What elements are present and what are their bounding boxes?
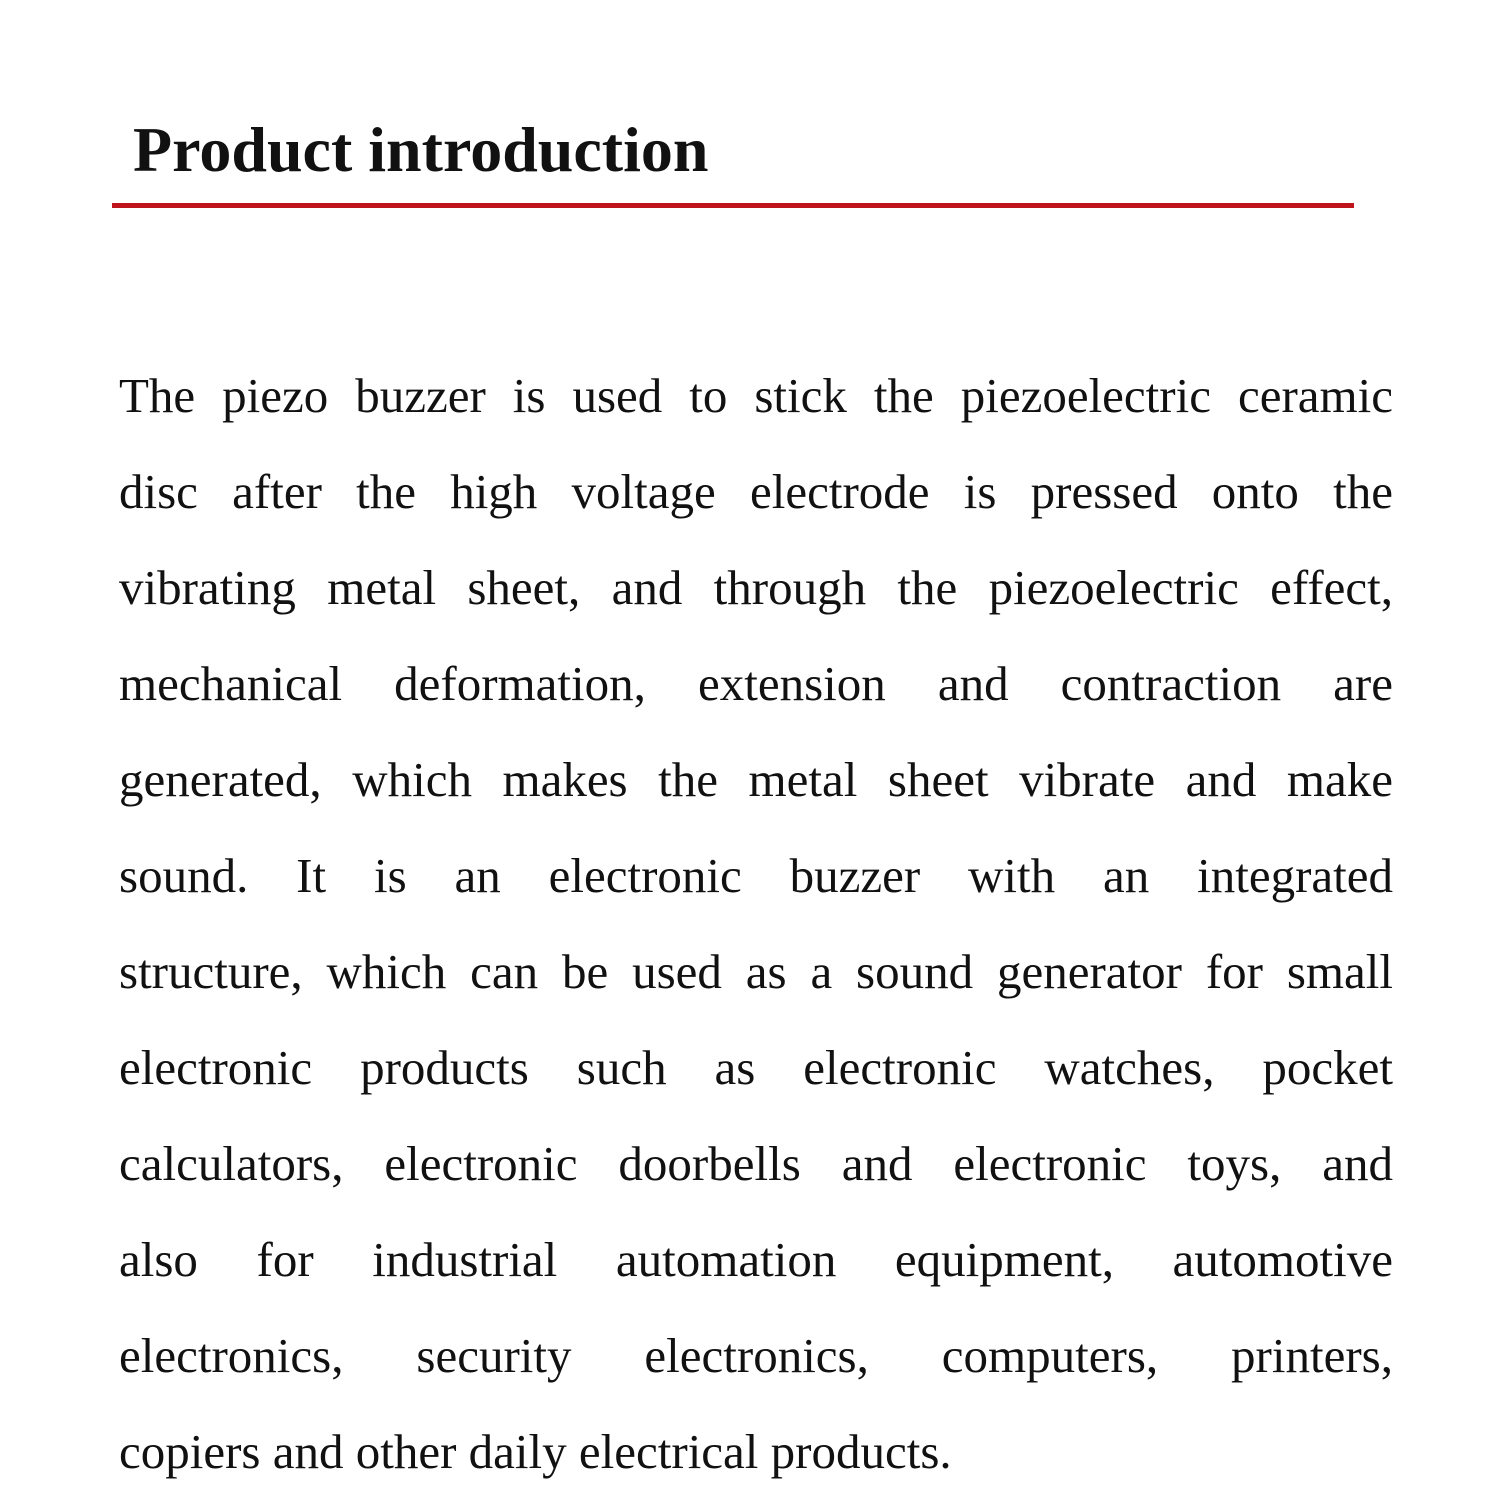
paragraph-line: vibrating metal sheet, and through the piezoelectric effect,	[119, 560, 1393, 615]
section-heading: Product introduction	[133, 114, 709, 185]
paragraph-line: The piezo buzzer is used to stick the piezoelectric ceramic	[119, 368, 1393, 423]
paragraph-line: sound. It is an electronic buzzer with an integrated	[119, 848, 1393, 903]
heading-underline	[112, 203, 1354, 208]
paragraph-line: electronic products such as electronic watches, pocket	[119, 1040, 1393, 1095]
paragraph-line: structure, which can be used as a sound generator for small	[119, 944, 1393, 999]
paragraph-line: disc after the high voltage electrode is pressed onto the	[119, 464, 1393, 519]
paragraph-line: copiers and other daily electrical products.	[119, 1424, 952, 1479]
paragraph-line: mechanical deformation, extension and contraction are	[119, 656, 1393, 711]
paragraph-line: calculators, electronic doorbells and electronic toys, and	[119, 1136, 1393, 1191]
paragraph-line: also for industrial automation equipment, automotive	[119, 1232, 1393, 1287]
paragraph-line: generated, which makes the metal sheet vibrate and make	[119, 752, 1393, 807]
paragraph-line: electronics, security electronics, computers, printers,	[119, 1328, 1393, 1383]
body-paragraph	[119, 348, 1393, 1500]
